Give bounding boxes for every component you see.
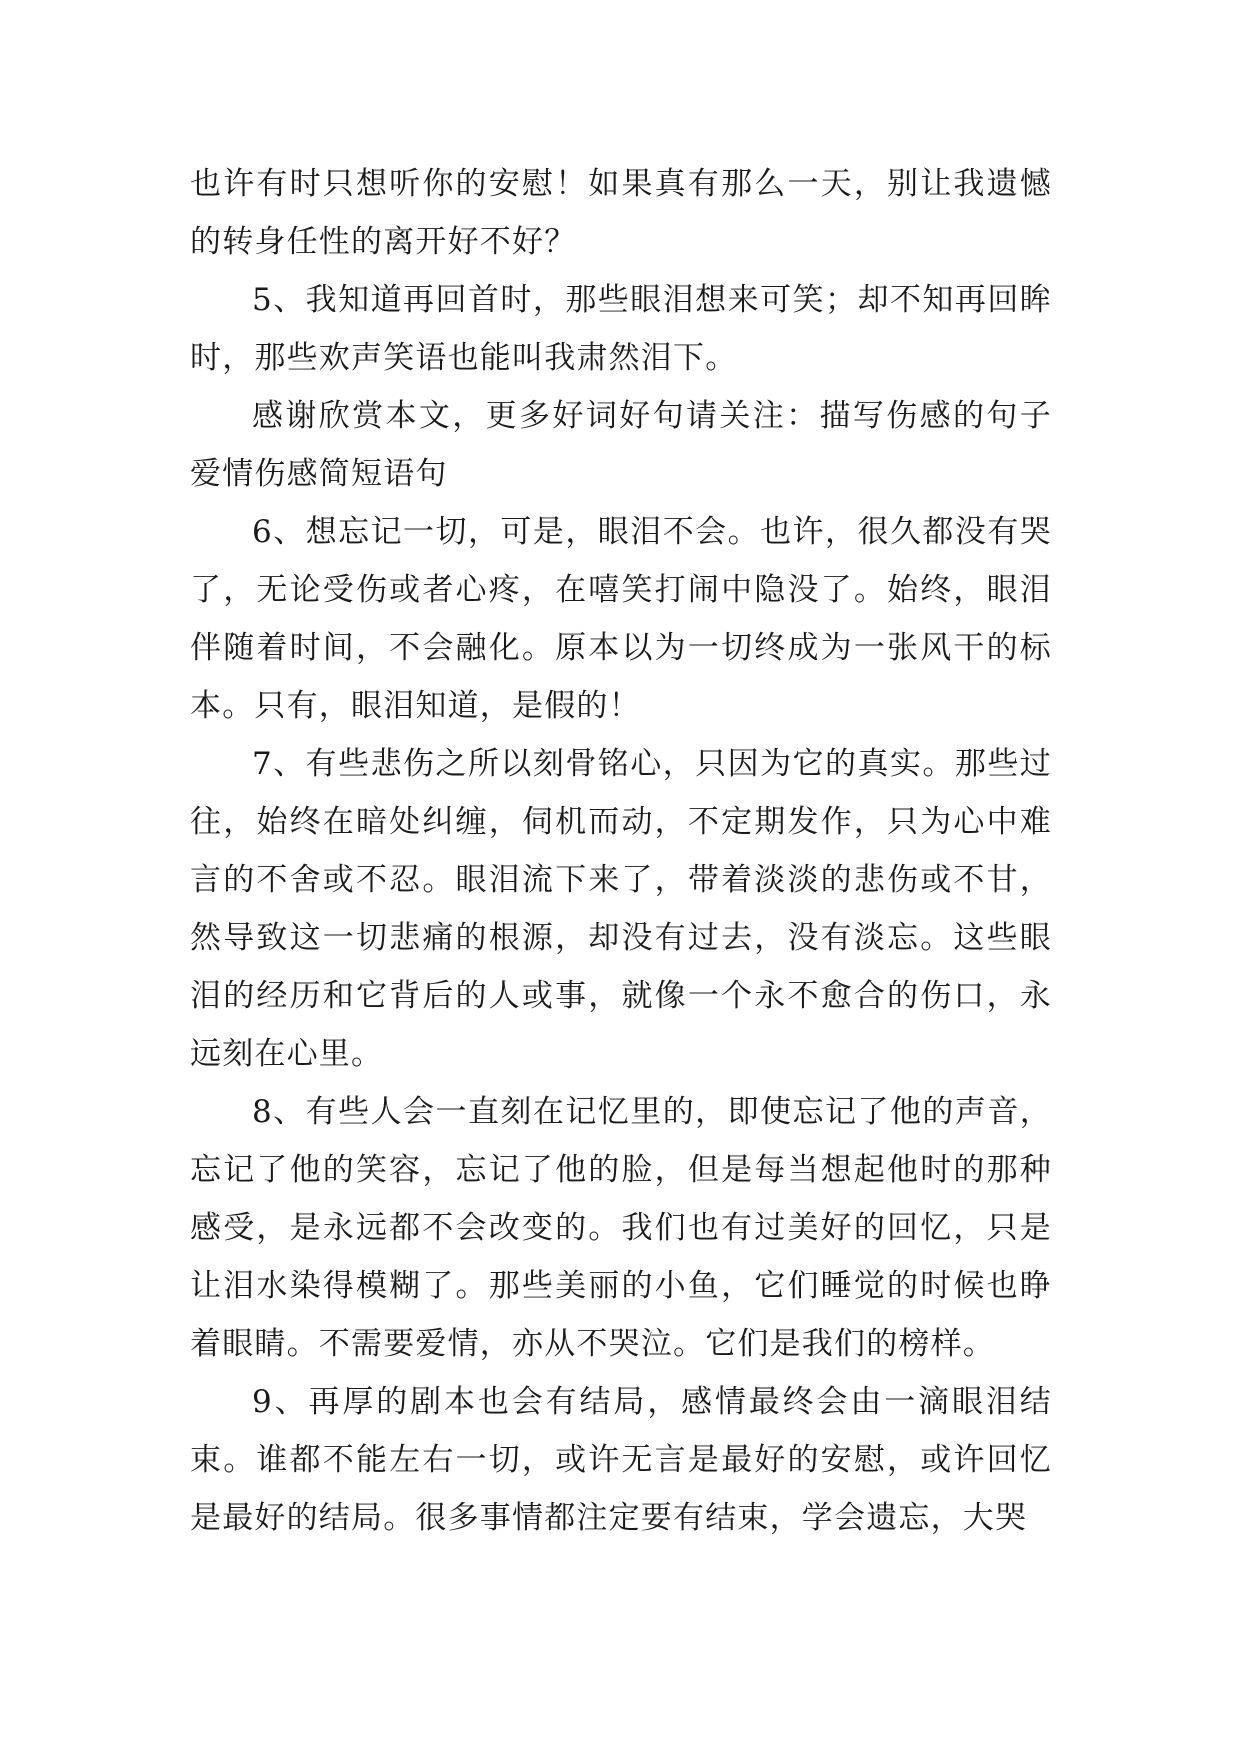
paragraph-continuation: 也许有时只想听你的安慰！如果真有那么一天，别让我遗憾的转身任性的离开好不好？ bbox=[190, 166, 1052, 260]
paragraph-item-8: 8、有些人会一直刻在记忆里的，即使忘记了他的声音，忘记了他的笑容，忘记了他的脸，但是每当想起他时的那种感受，是永远都不会改变的。我们也有过美好的回忆，只是让泪水染得模糊了。那些美丽的小鱼，它们睡觉的时候也睁着眼睛。不需要爱情，亦从不哭泣。它们是我们的榜样。 bbox=[190, 1094, 1052, 1362]
paragraph-item-7: 7、有些悲伤之所以刻骨铭心，只因为它的真实。那些过往，始终在暗处纠缠，伺机而动，不定期发作，只为心中难言的不舍或不忍。眼泪流下来了，带着淡淡的悲伤或不甘，然导致这一切悲痛的根源，却没有过去，没有淡忘。这些眼泪的经历和它背后的人或事，就像一个永不愈合的伤口，永远刻在心里。 bbox=[190, 746, 1052, 1072]
document-body bbox=[190, 155, 1052, 1547]
paragraph-item-5: 5、我知道再回首时，那些眼泪想来可笑；却不知再回眸时，那些欢声笑语也能叫我肃然泪下。 bbox=[190, 282, 1052, 376]
paragraph-item-9: 9、再厚的剧本也会有结局，感情最终会由一滴眼泪结束。谁都不能左右一切，或许无言是最好的安慰，或许回忆是最好的结局。很多事情都注定要有结束，学会遗忘，大哭 bbox=[190, 1384, 1052, 1536]
paragraph-note: 感谢欣赏本文，更多好词好句请关注：描写伤感的句子爱情伤感简短语句 bbox=[190, 398, 1052, 492]
paragraph-item-6: 6、想忘记一切，可是，眼泪不会。也许，很久都没有哭了，无论受伤或者心疼，在嘻笑打闹中隐没了。始终，眼泪伴随着时间，不会融化。原本以为一切终成为一张风干的标本。只有，眼泪知道，是假的！ bbox=[190, 514, 1052, 724]
